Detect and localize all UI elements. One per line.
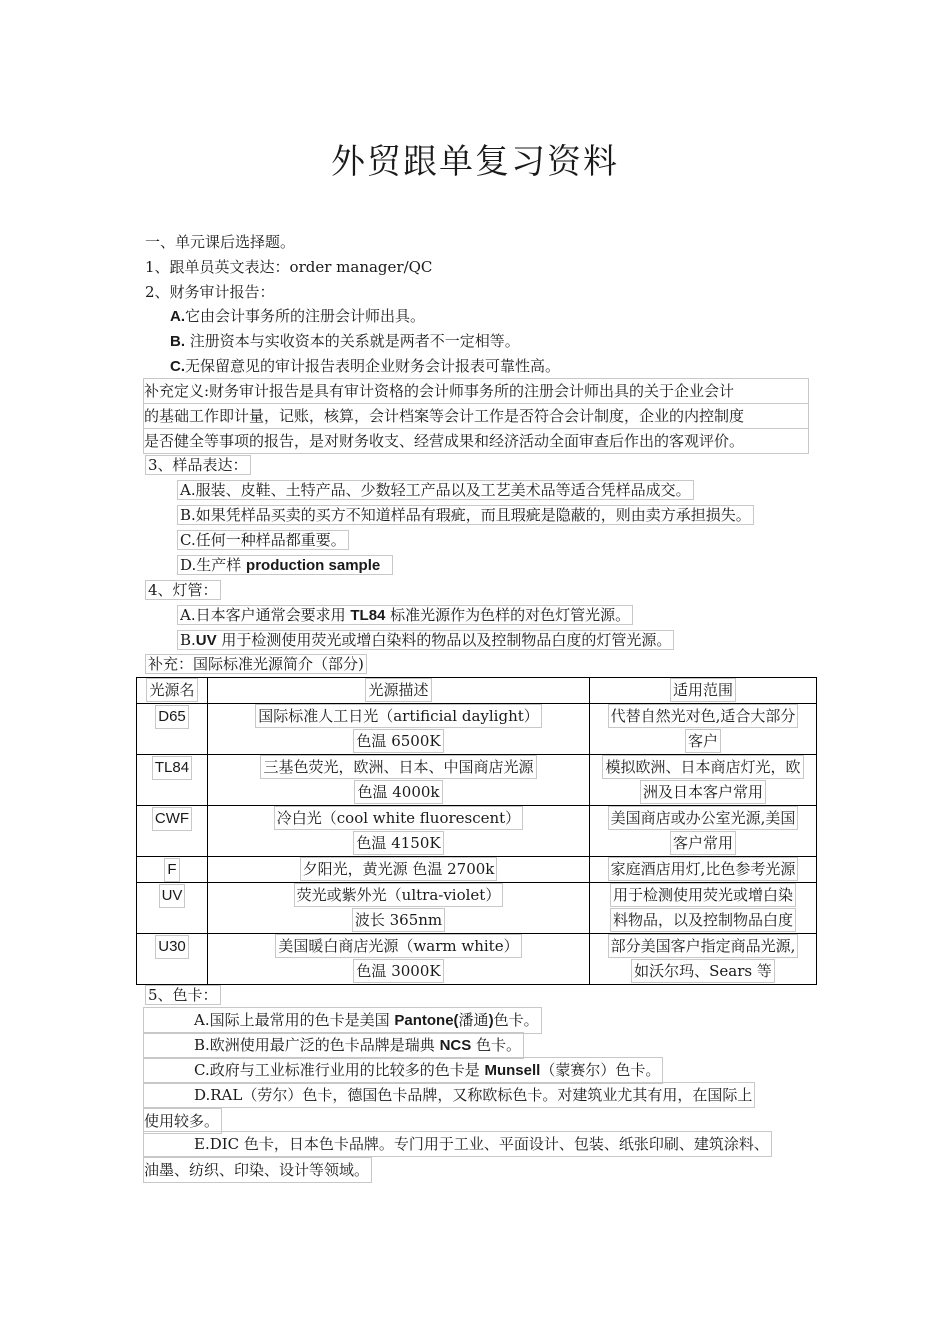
table-cell-name: F [137,857,208,883]
table-cell-name: U30 [137,934,208,985]
table-cell-desc: 美国暖白商店光源（warm white） 色温 3000K [208,934,590,985]
table-row [137,857,817,883]
q4-option-b: B.UV 用于检测使用荧光或增白染料的物品以及控制物品白度的灯管光源。 [177,628,674,653]
table-cell-use: 模拟欧洲、日本商店灯光，欧 洲及日本客户常用 [590,755,817,806]
q5-heading: 5、色卡： [145,983,221,1007]
header-cell: 光源名 [137,678,208,704]
table-row [137,704,817,755]
table-row [137,883,817,934]
table-cell-desc: 夕阳光，黄光源 色温 2700k [208,857,590,883]
table-cell-use: 部分美国客户指定商品光源, 如沃尔玛、Sears 等 [590,934,817,985]
q5-option-c: C.政府与工业标准行业用的比较多的色卡是 Munsell（蒙赛尔）色卡。 [143,1057,663,1084]
header-cell: 适用范围 [590,678,817,704]
q5-option-d: D.RAL（劳尔）色卡，德国色卡品牌，又称欧标色卡。对建筑业尤其有用，在国际上 使用较多。 [143,1082,755,1134]
table-cell-name: TL84 [137,755,208,806]
table-cell-name: CWF [137,806,208,857]
table-cell-use: 家庭酒店用灯,比色参考光源 [590,857,817,883]
table-cell-desc: 荧光或紫外光（ultra-violet） 波长 365nm [208,883,590,934]
table-cell-name: UV [137,883,208,934]
q2-heading: 2、财务审计报告： [145,283,275,301]
table-header-row [137,678,817,704]
q4-option-a: A.日本客户通常会要求用 TL84 标准光源作为色样的对色灯管光源。 [177,603,633,628]
q3-option-c: C.任何一种样品都重要。 [177,528,349,552]
q3-option-a: A.服装、皮鞋、土特产品、少数轻工产品以及工艺美术品等适合凭样品成交。 [177,478,694,502]
section-heading: 一、单元课后选择题。 [145,233,296,251]
table-cell-use: 美国商店或办公室光源,美国 客户常用 [590,806,817,857]
supplement-line: 的基础工作即计量，记账，核算，会计档案等会计工作是否符合会计制度，企业的内控制度 [143,404,809,429]
q2-option-c: C.无保留意见的审计报告表明企业财务会计报表可靠性高。 [170,357,561,375]
q4-supplement: 补充：国际标准光源简介（部分) [145,652,367,676]
table-cell-desc: 冷白光（cool white fluorescent） 色温 4150K [208,806,590,857]
q3-option-b: B.如果凭样品买卖的买方不知道样品有瑕疵，而且瑕疵是隐蔽的，则由卖方承担损失。 [177,503,754,527]
table-row [137,934,817,985]
page-title: 外贸跟单复习资料 [331,142,619,182]
table-cell-desc: 国际标准人工日光（artificial daylight） 色温 6500K [208,704,590,755]
table-cell-name: D65 [137,704,208,755]
supplement-line: 补充定义:财务审计报告是具有审计资格的会计师事务所的注册会计师出具的关于企业会计 [143,378,809,404]
q3-option-d: D.生产样 production sample [177,553,393,578]
table-cell-use: 用于检测使用荧光或增白染 料物品，以及控制物品白度 [590,883,817,934]
q2-option-a: A.它由会计事务所的注册会计师出具。 [170,307,426,325]
table-row [137,755,817,806]
supplement-line: 是否健全等事项的报告，是对财务收支、经营成果和经济活动全面审查后作出的客观评价。 [143,429,809,454]
q5-option-b: B.欧洲使用最广泛的色卡品牌是瑞典 NCS 色卡。 [143,1032,524,1059]
header-cell: 光源描述 [208,678,590,704]
table-cell-use: 代替自然光对色,适合大部分 客户 [590,704,817,755]
q2-supplement [143,378,809,454]
light-source-table [136,677,817,985]
q5-option-e: E.DIC 色卡，日本色卡品牌。专门用于工业、平面设计、包装、纸张印刷、建筑涂料、 油墨、纺织、印染、设计等领域。 [143,1131,772,1183]
q3-heading: 3、样品表达： [145,453,251,477]
table-cell-desc: 三基色荧光，欧洲、日本、中国商店光源 色温 4000k [208,755,590,806]
q2-option-b: B. 注册资本与实收资本的关系就是两者不一定相等。 [170,332,520,350]
q4-heading: 4、灯管： [145,578,221,602]
table-row [137,806,817,857]
q5-option-a: A.国际上最常用的色卡是美国 Pantone(潘通)色卡。 [143,1007,542,1034]
q1-line: 1、跟单员英文表达：order manager/QC [145,258,433,276]
